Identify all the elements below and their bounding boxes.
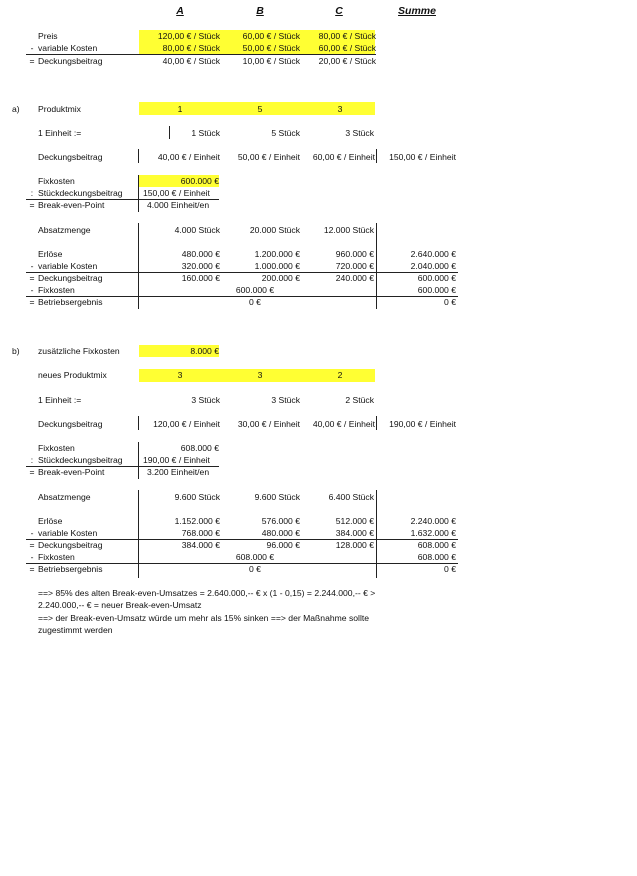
a-be-mid: 0 € [249,297,261,307]
a-be-label: Betriebsergebnis [38,297,103,307]
a-einheit-b: 5 Stück [271,128,300,138]
a-be-operator: = [29,297,35,307]
b-absatz-c: 6.400 Stück [328,492,374,502]
b-vk-label: variable Kosten [38,528,98,538]
b-einheit-a: 3 Stück [191,395,220,405]
vk-label: variable Kosten [38,43,98,53]
db-a: 40,00 € / Stück [162,56,220,66]
db-operator: = [29,56,35,66]
b-be-operator: = [29,564,35,574]
b-vk-c: 384.000 € [335,528,374,538]
column-header-summe: Summe [398,5,436,17]
b-mix-b: 3 [257,370,263,380]
b-db2-operator: = [29,540,35,550]
b-table-vline-left [138,490,139,578]
a-vk-label: variable Kosten [38,261,98,271]
a-db2-operator: = [29,273,35,283]
top-divider [26,54,376,55]
b-fix-value: 608.000 € [180,443,219,453]
a-vk-sum: 2.040.000 € [410,261,456,271]
b-erloese-a: 1.152.000 € [174,516,220,526]
a-produktmix-label: Produktmix [38,104,81,114]
db-b: 10,00 € / Stück [242,56,300,66]
b-einheit-c: 2 Stück [345,395,374,405]
a-sdb-label: Stückdeckungsbeitrag [38,188,123,198]
b-sdb-operator: : [30,455,34,465]
a-erloese-b: 1.200.000 € [254,249,300,259]
a-sdb-value: 150,00 € / Einheit [143,188,210,198]
a-mix-b: 5 [257,104,263,114]
b-db-divider-left [138,416,139,430]
b-fix2-sum: 608.000 € [417,552,456,562]
a-sdb-operator: : [30,188,34,198]
b-vk-operator: - [30,528,34,538]
a-db-a: 40,00 € / Einheit [157,152,220,162]
a-erloese-a: 480.000 € [181,249,220,259]
vk-c: 60,00 € / Stück [318,43,376,53]
b-db-a: 120,00 € / Einheit [153,419,220,429]
a-erloese-label: Erlöse [38,249,63,259]
b-fix2-mid: 608.000 € [235,552,275,562]
b-zfix-label: zusätzliche Fixkosten [38,346,120,356]
b-db2-label: Deckungsbeitrag [38,540,103,550]
b-be-sum: 0 € [444,564,456,574]
b-vk-sum: 1.632.000 € [410,528,456,538]
b-db-sum: 190,00 € / Einheit [389,419,456,429]
b-db2-c: 128.000 € [335,540,374,550]
a-absatz-c: 12.000 Stück [323,225,374,235]
b-db2-b: 96.000 € [266,540,300,550]
b-mix-c: 2 [337,370,343,380]
a-fix-label: Fixkosten [38,176,75,186]
b-sdb-value: 190,00 € / Einheit [143,455,210,465]
a-erloese-sum: 2.640.000 € [410,249,456,259]
note-line-3: ==> der Break-even-Umsatz würde um mehr als 15% sinken ==> der Maßnahme sollte [38,613,370,623]
a-einheit-a: 1 Stück [191,128,220,138]
note-line-4: zugestimmt werden [38,625,113,635]
vk-b: 50,00 € / Stück [242,43,300,53]
b-db-divider-right [376,416,377,430]
b-erloese-sum: 2.240.000 € [410,516,456,526]
db-c: 20,00 € / Stück [318,56,376,66]
a-mix-c: 3 [337,104,343,114]
preis-c: 80,00 € / Stück [318,31,376,41]
b-absatz-b: 9.600 Stück [254,492,300,502]
b-db-c: 40,00 € / Einheit [312,419,375,429]
note-line-1: ==> 85% des alten Break-even-Umsatzes = 2.640.000,-- € x (1 - 0,15) = 2.244.000,-- € > [38,588,376,598]
a-fix2-label: Fixkosten [38,285,75,295]
b-bep-vline [138,442,139,479]
b-bep-operator: = [29,467,35,477]
preis-label: Preis [38,31,58,41]
b-zfix-value: 8.000 € [190,346,219,356]
b-fix2-label: Fixkosten [38,552,75,562]
a-db2-sum: 600.000 € [417,273,456,283]
a-db-b: 50,00 € / Einheit [237,152,300,162]
a-fix2-sum: 600.000 € [417,285,456,295]
a-absatz-a: 4.000 Stück [174,225,220,235]
a-db-c: 60,00 € / Einheit [312,152,375,162]
a-absatz-label: Absatzmenge [38,225,91,235]
b-sdb-label: Stückdeckungsbeitrag [38,455,123,465]
b-erloese-c: 512.000 € [335,516,374,526]
vk-operator: - [30,43,34,53]
column-header-a: A [176,5,184,17]
note-line-2: 2.240.000,-- € = neuer Break-even-Umsatz [38,600,202,610]
a-db-label: Deckungsbeitrag [38,152,103,162]
a-fix2-operator: - [30,285,34,295]
b-be-label: Betriebsergebnis [38,564,103,574]
preis-b: 60,00 € / Stück [242,31,300,41]
b-mix-label: neues Produktmix [38,370,107,380]
vk-a: 80,00 € / Stück [162,43,220,53]
a-bep-operator: = [29,200,35,210]
a-vk-c: 720.000 € [335,261,374,271]
a-vk-b: 1.000.000 € [254,261,300,271]
a-be-sum: 0 € [444,297,456,307]
a-einheit-label: 1 Einheit := [38,128,82,138]
b-db-label: Deckungsbeitrag [38,419,103,429]
a-absatz-b: 20.000 Stück [249,225,300,235]
b-vk-a: 768.000 € [181,528,220,538]
a-db2-a: 160.000 € [181,273,220,283]
a-vk-operator: - [30,261,34,271]
b-bep-label: Break-even-Point [38,467,105,477]
b-fix2-operator: - [30,552,34,562]
b-absatz-label: Absatzmenge [38,492,91,502]
b-einheit-label: 1 Einheit := [38,395,82,405]
a-db2-b: 200.000 € [261,273,300,283]
b-db2-a: 384.000 € [181,540,220,550]
column-header-c: C [335,5,343,17]
preis-a: 120,00 € / Stück [157,31,220,41]
b-db2-sum: 608.000 € [417,540,456,550]
a-bep-label: Break-even-Point [38,200,105,210]
a-db-sum: 150,00 € / Einheit [389,152,456,162]
b-absatz-a: 9.600 Stück [174,492,220,502]
db-label: Deckungsbeitrag [38,56,103,66]
b-erloese-b: 576.000 € [261,516,300,526]
a-erloese-c: 960.000 € [335,249,374,259]
a-mix-a: 1 [177,104,183,114]
part-a-marker: a) [12,104,20,114]
b-einheit-b: 3 Stück [271,395,300,405]
a-fix2-mid: 600.000 € [235,285,275,295]
a-bep-value: 4.000 Einheit/en [147,200,210,210]
b-be-mid: 0 € [249,564,261,574]
b-bep-value: 3.200 Einheit/en [147,467,210,477]
a-einheit-c: 3 Stück [345,128,374,138]
a-fix-value: 600.000 € [180,176,219,186]
a-bep-vline [138,175,139,212]
b-fix-label: Fixkosten [38,443,75,453]
a-db-divider-left [138,149,139,163]
b-erloese-label: Erlöse [38,516,63,526]
b-mix-a: 3 [177,370,183,380]
a-db2-c: 240.000 € [335,273,374,283]
a-vk-a: 320.000 € [181,261,220,271]
a-db2-label: Deckungsbeitrag [38,273,103,283]
part-b-marker: b) [12,346,20,356]
b-db-b: 30,00 € / Einheit [237,419,300,429]
column-header-b: B [256,5,264,17]
b-vk-b: 480.000 € [261,528,300,538]
a-db-divider-right [376,149,377,163]
